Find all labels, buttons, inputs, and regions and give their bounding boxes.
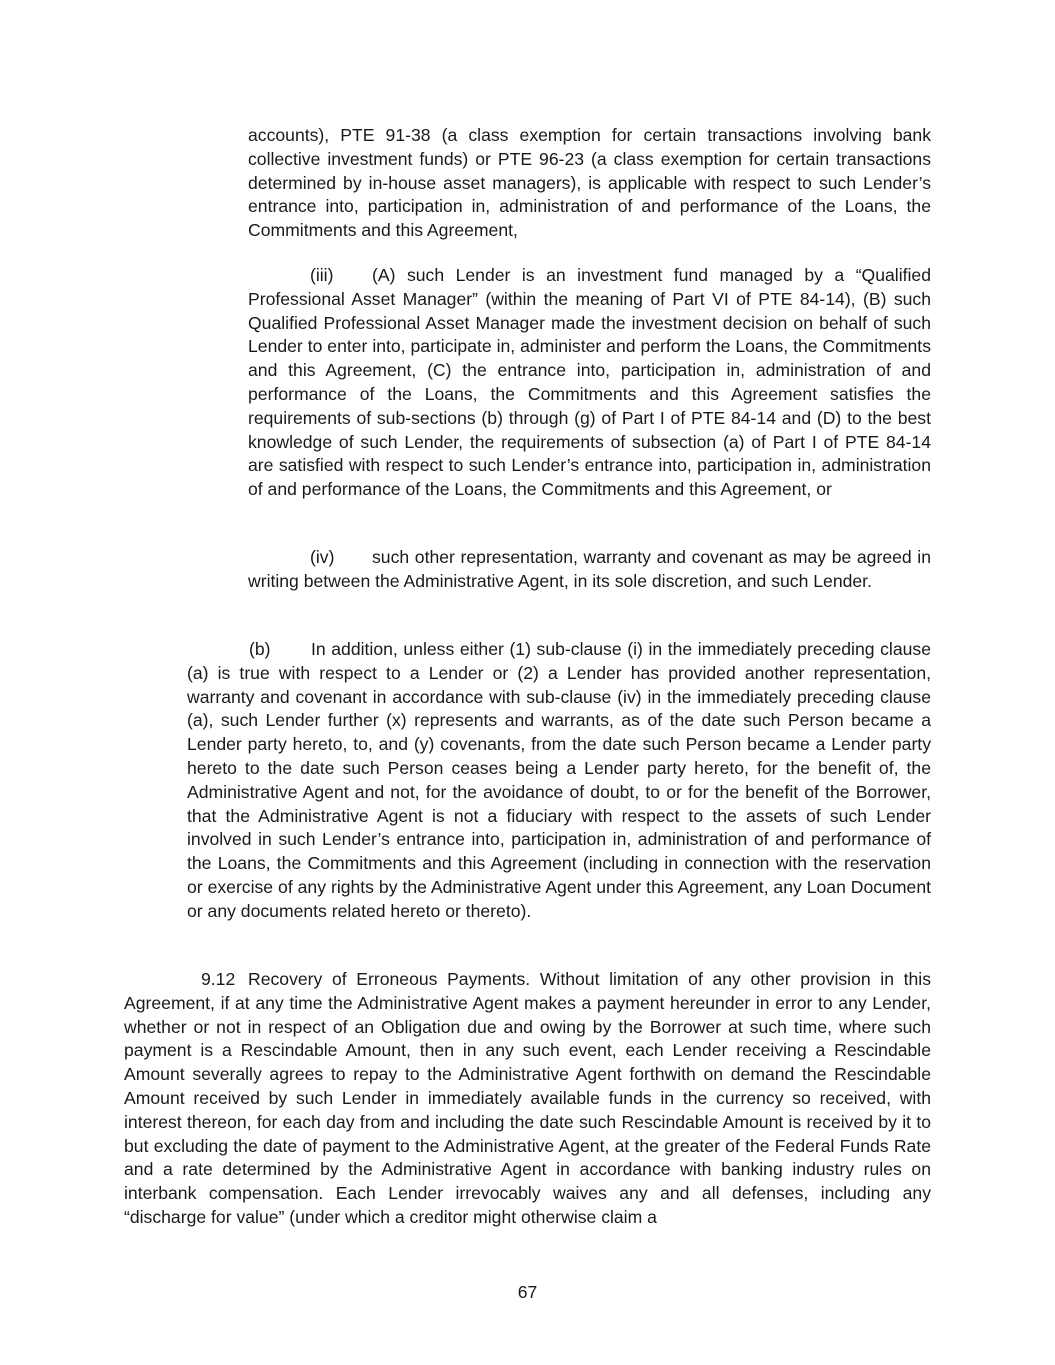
- paragraph-text: In addition, unless either (1) sub-clause (i) in the immediately preceding clause (a) is true with respect to a Lender or (2) a Lender has provided another representation, warranty and covenant in accordance with sub-clause (iv) in the immediately preceding clause (a), such Lender further (x) represents and warrants, as of the date such Person became a Lender party hereto, to, and (y) covenants, from the date such Person became a Lender party hereto to the date such Person ceases being a Lender party hereto, for the benefit of, the Administrative Agent and not, for the avoidance of doubt, to or for the benefit of the Borrower, that the Administrative Agent is not a fiduciary with respect to the assets of such Lender involved in such Lender’s entrance into, participation in, administration of and performance of the Loans, the Commitments and this Agreement (including in connection with the reservation or exercise of any rights by the Administrative Agent under this Agreement, any Loan Document or any documents related hereto or thereto).: [187, 639, 931, 921]
- section-number: 9.12: [201, 969, 236, 989]
- paragraph-text: Recovery of Erroneous Payments. Without limitation of any other provision in this Agreement, if at any time the Administrative Agent makes a payment hereunder in error to any Lender, whether or not in respect of an Obligation due and owing by the Borrower at such time, where such payment is a Rescindable Amount, then in any such event, each Lender receiving a Rescindable Amount severally agrees to repay to the Administrative Agent forthwith on demand the Rescindable Amount received by such Lender in immediately available funds in the currency so received, with interest thereon, for each day from and including the date such Rescindable Amount is received by it to but excluding the date of payment to the Administrative Agent, at the greater of the Federal Funds Rate and a rate determined by the Administrative Agent in accordance with banking industry rules on interbank compensation. Each Lender irrevocably waives any and all defenses, including any “discharge for value” (under which a creditor might otherwise claim a: [124, 969, 931, 1227]
- paragraph-text: (A) such Lender is an investment fund managed by a “Qualified Professional Asset Manager” (within the meaning of Part VI of PTE 84-14), (B) such Qualified Professional Asset Manager made the investment decision on behalf of such Lender to enter into, participate in, administer and perform the Loans, the Commitments and this Agreement, (C) the entrance into, participation in, administration of and performance of the Loans, the Commitments and this Agreement satisfies the requirements of sub-sections (b) through (g) of Part I of PTE 84-14 and (D) to the best knowledge of such Lender, the requirements of subsection (a) of Part I of PTE 84-14 are satisfied with respect to such Lender’s entrance into, participation in, administration of and performance of the Loans, the Commitments and this Agreement, or: [248, 265, 931, 500]
- paragraph-section-9-12: [124, 968, 931, 1230]
- paragraph-clause-iv: [248, 546, 931, 594]
- clause-label: (b): [249, 639, 271, 659]
- paragraph-text: such other representation, warranty and covenant as may be agreed in writing between the Administrative Agent, in its sole discretion, and such Lender.: [248, 547, 931, 591]
- clause-label: (iii): [310, 265, 334, 285]
- clause-label: (iv): [310, 547, 335, 567]
- paragraph-clause-iii: [248, 264, 931, 502]
- paragraph-text: accounts), PTE 91-38 (a class exemption for certain transactions involving bank collective investment funds) or PTE 96-23 (a class exemption for certain transactions determined by in-house asset managers), is applicable with respect to such Lender’s entrance into, participation in, administration of and performance of the Loans, the Commitments and this Agreement,: [248, 125, 931, 241]
- paragraph-continuation: [248, 124, 931, 243]
- paragraph-clause-b: [187, 638, 931, 924]
- page-number: 67: [517, 1282, 538, 1302]
